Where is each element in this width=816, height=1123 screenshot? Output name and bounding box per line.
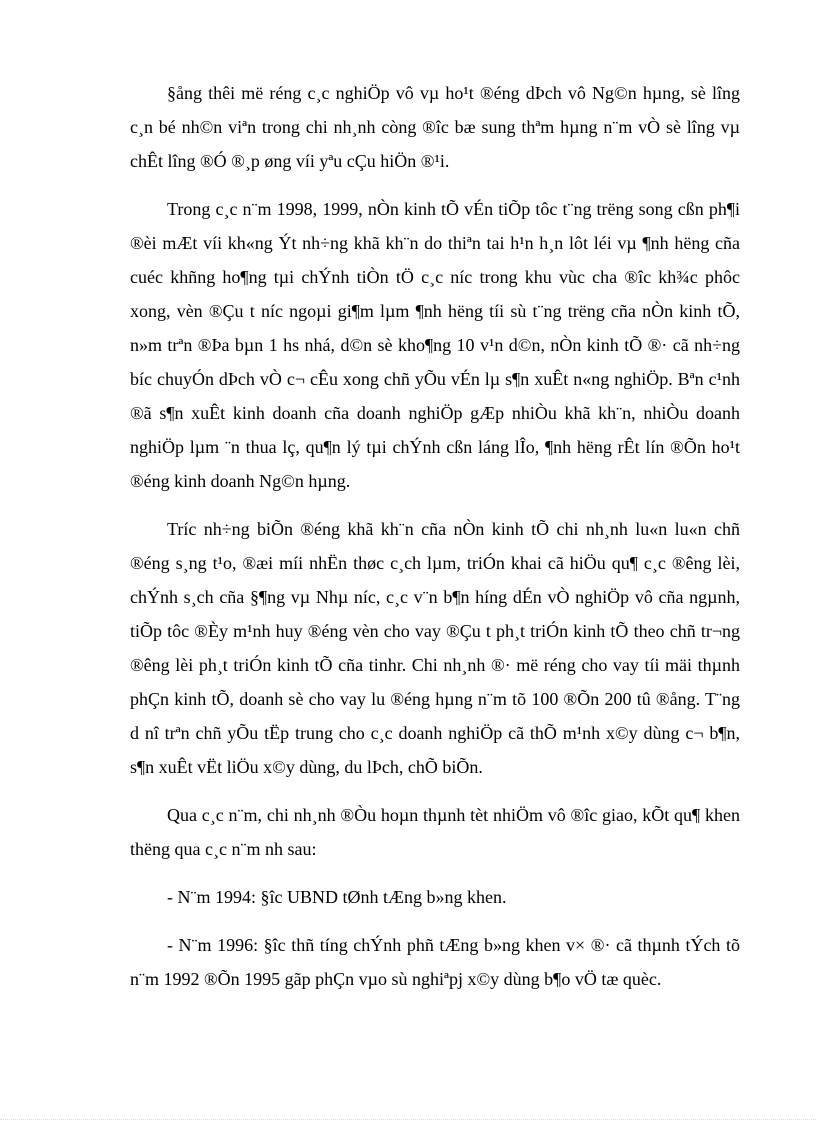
document-body [130,76,740,1010]
paragraph-achievements-intro: Qua c¸c n¨m, chi nh¸nh ®Òu hoµn thµnh tèt nhiÖm vô ®îc giao, kÕt qu¶ khen thëng qua c¸c n¨m nh sau: [130,805,740,859]
list-item-award-1994: - N¨m 1994: §îc UBND tØnh tÆng b»ng khen. [167,887,507,907]
paragraph-staff-expansion: §ång thêi më réng c¸c nghiÖp vô vµ ho¹t ®éng dÞch vô Ng©n hµng, sè lîng c¸n bé nh©n viªn trong chi nh¸nh còng ®îc bæ sung thªm hµng n¨m vÒ sè lîng vµ chÊt lîng ®Ó ®¸p øng víi yªu cÇu hiÖn ®¹i. [130,83,740,171]
paragraph-branch-response: Tríc nh÷ng biÕn ®éng khã kh¨n cña nÒn kinh tÕ chi nh¸nh lu«n lu«n chñ ®éng s¸ng t¹o, ®æi míi nhËn thøc c¸ch lµm, triÓn khai cã hiÖu qu¶ c¸c ®êng lèi, chÝnh s¸ch cña §¶ng vµ Nhµ níc, c¸c v¨n b¶n híng dÉn vÒ nghiÖp vô cña ngµnh, tiÕp tôc ®Èy m¹nh huy ®éng vèn cho vay ®Çu t ph¸t triÓn kinh tÕ theo chñ tr¬ng ®êng lèi ph¸t triÓn kinh tÕ cña tinhr. Chi nh¸nh ®· më réng cho vay tíi mäi thµnh phÇn kinh tÕ, doanh sè cho vay lu ®éng hµng n¨m tõ 100 ®Õn 200 tû ®ång. T¨ng d nî trªn chñ yÕu tËp trung cho c¸c doanh nghiÖp cã thÕ m¹nh x©y dùng c¬ b¶n, s¶n xuÊt vËt liÖu x©y dùng, du lÞch, chÕ biÕn. [130,519,740,777]
paragraph-economy-1998-1999: Trong c¸c n¨m 1998, 1999, nÒn kinh tÕ vÉn tiÕp tôc t¨ng trëng song cßn ph¶i ®èi mÆt víi kh«ng Ýt nh÷ng khã kh¨n do thiªn tai h¹n h¸n lôt léi vµ ¶nh hëng cña cuéc khñng ho¶ng tµi chÝnh tiÒn tÖ c¸c níc trong khu vùc cha ®îc kh¾c phôc xong, vèn ®Çu t níc ngoµi gi¶m lµm ¶nh hëng tíi sù t¨ng trëng cña nÒn kinh tÕ, n»m trªn ®Þa bµn 1 hs nhá, d©n sè kho¶ng 10 v¹n d©n, nÒn kinh tÕ ®· cã nh÷ng bíc chuyÓn dÞch vÒ c¬ cÊu xong chñ yÕu vÉn lµ s¶n xuÊt n«ng nghiÖp. Bªn c¹nh ®ã s¶n xuÊt kinh doanh cña doanh nghiÖp gÆp nhiÒu khã kh¨n, nhiÒu doanh nghiÖp lµm ¨n thua lç, qu¶n lý tµi chÝnh cßn láng lÎo, ¶nh hëng rÊt lín ®Õn ho¹t ®éng kinh doanh Ng©n hµng. [130,199,740,491]
list-item-award-1996: - N¨m 1996: §îc thñ tíng chÝnh phñ tÆng b»ng khen v× ®· cã thµnh tÝch tõ n¨m 1992 ®Õn 1995 gãp phÇn vµo sù nghiªpj x©y dùng b¶o vÖ tæ quèc. [130,935,740,989]
page-bottom-divider [0,1119,816,1120]
